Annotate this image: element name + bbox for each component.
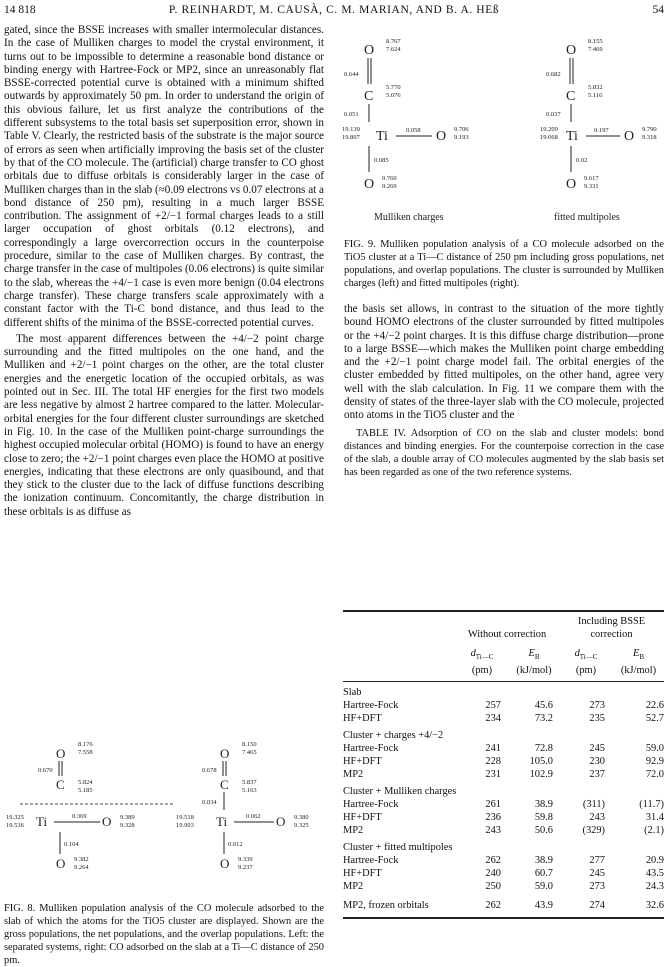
col-eb: $E_B$ — [632, 648, 645, 662]
table-group-title: Cluster + charges +4/−2 — [343, 730, 444, 742]
table-cell-d2: (311) — [582, 799, 605, 811]
overlap-value: 0.012 — [228, 841, 243, 848]
population-value: 9.325 — [294, 822, 309, 829]
overlap-value: 0.058 — [406, 127, 421, 134]
atom-ti: Ti — [216, 814, 228, 829]
table-cell-e1: 59.0 — [534, 881, 553, 893]
population-value: 9.318 — [642, 134, 657, 141]
atom-o: O — [364, 43, 375, 58]
table-cell-method: Hartree-Fock — [343, 855, 399, 867]
table-cell-d2: 277 — [589, 855, 605, 867]
population-value: 19.903 — [176, 822, 194, 829]
running-header — [0, 4, 668, 20]
population-value: 5.770 — [386, 84, 401, 91]
table-cell-d2: 245 — [589, 868, 605, 880]
overlap-value: 0.02 — [576, 157, 588, 164]
overlap-value: 0.682 — [546, 71, 561, 78]
population-value: 9.193 — [454, 134, 469, 141]
table-cell-method: Hartree-Fock — [343, 799, 399, 811]
table-row — [343, 742, 664, 755]
population-value: 7.469 — [588, 46, 603, 53]
table-row — [343, 768, 664, 781]
atom-c: C — [566, 89, 576, 104]
population-value: 9.331 — [584, 183, 599, 190]
population-value: 5.185 — [78, 787, 93, 794]
table-cell-e1: 60.7 — [534, 868, 553, 880]
population-value: 9.380 — [294, 814, 309, 821]
atom-o: O — [436, 129, 447, 144]
table-4-caption: TABLE IV. Adsorption of CO on the slab and cluster models: bond distances and binding energies. For the counterpoise correction in the case of the slab, a double array of CO molecules augmented by the slab basis set has been regarded as one of the two reference systems. — [344, 428, 664, 478]
table-cell-d2: 273 — [589, 881, 605, 893]
population-value: 8.155 — [588, 38, 603, 45]
table-header-row — [343, 612, 664, 641]
population-value: 5.116 — [588, 92, 603, 99]
atom-o: O — [220, 746, 230, 761]
overlap-value: 0.678 — [202, 767, 217, 774]
atom-o: O — [566, 43, 577, 58]
overlap-value: 0.062 — [246, 813, 261, 820]
table-cell-method: MP2 — [343, 825, 364, 837]
col-d-tic: $d_{Ti—C}$ — [470, 648, 494, 662]
atom-c: C — [56, 777, 65, 792]
figure-9 — [344, 22, 664, 232]
atom-o: O — [56, 856, 66, 871]
table-cell-e2: 43.5 — [645, 868, 664, 880]
population-value: 9.706 — [454, 126, 469, 133]
table-cell-method: HF+DFT — [343, 868, 382, 880]
table-cell-e1: 59.8 — [534, 812, 553, 824]
table-cell-d2: 274 — [589, 900, 605, 912]
table-cell-method: HF+DFT — [343, 713, 382, 725]
table-subheader-row — [343, 641, 664, 664]
population-value: 9.790 — [642, 126, 657, 133]
population-value: 9.237 — [238, 864, 253, 871]
population-value: 9.328 — [120, 822, 135, 829]
atom-o: O — [566, 177, 577, 192]
table-cell-e2: 72.0 — [645, 769, 664, 781]
table-cell-e1: 45.6 — [534, 700, 553, 712]
table-cell-e1: 38.9 — [534, 855, 553, 867]
header-including-bsse: Including BSSE correction — [577, 616, 646, 640]
table-4 — [343, 610, 664, 919]
table-cell-d1: 228 — [485, 756, 501, 768]
population-value: 9.760 — [382, 175, 397, 182]
table-cell-d2: 273 — [589, 700, 605, 712]
table-row — [343, 854, 664, 867]
table-cell-e2: 92.9 — [645, 756, 664, 768]
table-row — [343, 712, 664, 725]
table-group-title: Slab — [343, 687, 362, 699]
table-cell-e2: 52.7 — [645, 713, 664, 725]
table-cell-method: HF+DFT — [343, 756, 382, 768]
population-value: 5.832 — [588, 84, 603, 91]
table-cell-d1: 250 — [485, 881, 501, 893]
table-cell-e1: 105.0 — [529, 756, 553, 768]
overlap-value: 0.670 — [38, 767, 53, 774]
population-value: 9.264 — [74, 864, 89, 871]
table-cell-e2: (2.1) — [644, 825, 664, 837]
population-value: 19.325 — [6, 814, 24, 821]
table-cell-d1: 241 — [485, 743, 501, 755]
population-value: 19.536 — [6, 822, 24, 829]
body-paragraph: the basis set allows, in contrast to the situation of the more tightly bound HOMO electrons of the cluster surrounded by fitted multipoles or the +4/−2 point charges. It is this diffuse charge distribution—prone to a large BSSE—which makes the Mulliken point charge embedding and the +2/−1 point charge model fail. The orbital energies of the cluster embedded by fitted multipoles, on the other hand, agree very well with the slab calculation. In Fig. 11 we compare them with the density of states of the three-layer slab with the CO molecule, projected onto atoms in the TiO5 cluster and the — [344, 303, 664, 422]
table-cell-d1: 261 — [485, 799, 501, 811]
figure-8 — [4, 712, 324, 882]
population-value: 5.163 — [242, 787, 257, 794]
table-row — [343, 699, 664, 712]
population-value: 19.807 — [342, 134, 360, 141]
table-cell-e2: 22.6 — [645, 700, 664, 712]
population-value: 9.269 — [382, 183, 397, 190]
table-row — [343, 755, 664, 768]
volume-number: 54 — [652, 4, 664, 16]
table-group-title: Cluster + Mulliken charges — [343, 786, 457, 798]
population-value: 8.150 — [242, 741, 257, 748]
table-groups — [343, 682, 664, 912]
table-cell-method: MP2 — [343, 769, 364, 781]
atom-o: O — [276, 814, 286, 829]
atom-c: C — [364, 89, 374, 104]
table-cell-e1: 73.2 — [534, 713, 553, 725]
table-cell-e2: 31.4 — [645, 812, 664, 824]
table-cell-d1: 234 — [485, 713, 501, 725]
table-cell-method: Hartree-Fock — [343, 743, 399, 755]
table-cell-method: Hartree-Fock — [343, 700, 399, 712]
figure-9-diagram — [344, 22, 664, 232]
population-value: 9.389 — [120, 814, 135, 821]
panel-label: Mulliken charges — [374, 212, 444, 223]
population-value: 7.465 — [242, 749, 257, 756]
atom-ti: Ti — [36, 814, 48, 829]
figure-9-caption: FIG. 9. Mulliken population analysis of a CO molecule adsorbed on the TiO5 cluster at a Ti—C distance of 250 pm including gross populations, net populations, and overlap populations. The cluster is surrounded by Mulliken charges (left) and fitted multipoles (right). — [344, 239, 664, 289]
table-cell-d2: 237 — [589, 769, 605, 781]
unit-kjmol: (kJ/mol) — [620, 665, 657, 677]
atom-ti: Ti — [376, 129, 388, 144]
atom-o: O — [56, 746, 66, 761]
table-cell-method: HF+DFT — [343, 812, 382, 824]
population-value: 9.382 — [74, 856, 89, 863]
overlap-value: 0.104 — [64, 841, 79, 848]
figure-8-diagram — [4, 712, 324, 832]
table-cell-d2: 243 — [589, 812, 605, 824]
table-cell-e2: 32.6 — [645, 900, 664, 912]
table-bottom-rule — [343, 917, 664, 919]
population-value: 19.139 — [342, 126, 360, 133]
table-cell-e1: 102.9 — [529, 769, 553, 781]
population-value: 5.837 — [242, 779, 257, 786]
population-value: 8.176 — [78, 741, 93, 748]
table-cell-e2: 20.9 — [645, 855, 664, 867]
unit-kjmol: (kJ/mol) — [516, 665, 552, 677]
table-cell-e2: 24.3 — [645, 881, 664, 893]
table-group-title: Cluster + fitted multipoles — [343, 842, 453, 854]
table-cell-e1: 50.6 — [534, 825, 553, 837]
author-line: P. REINHARDT, M. CAUSÀ, C. M. MARIAN, AND B. A. HEß — [168, 4, 500, 16]
atom-o: O — [102, 814, 112, 829]
table-row — [343, 824, 664, 837]
atom-c: C — [220, 777, 229, 792]
table-row — [343, 880, 664, 893]
table-cell-method: MP2 — [343, 881, 364, 893]
atom-o: O — [624, 129, 635, 144]
population-value: 8.767 — [386, 38, 401, 45]
col-eb: $E_B$ — [528, 648, 540, 662]
page-number: 14 818 — [4, 4, 36, 16]
table-cell-e1: 43.9 — [534, 900, 553, 912]
overlap-value: 0.085 — [374, 157, 389, 164]
table-cell-e1: 72.8 — [534, 743, 553, 755]
unit-pm: (pm) — [575, 665, 597, 677]
table-cell-d2: (329) — [582, 825, 605, 837]
population-value: 7.558 — [78, 749, 93, 756]
table-cell-e2: (11.7) — [639, 799, 664, 811]
population-value: 9.617 — [584, 175, 599, 182]
figure-8-diagram-lower — [4, 832, 324, 882]
table-row — [343, 899, 664, 912]
table-cell-d1: 231 — [485, 769, 501, 781]
table-cell-d1: 262 — [485, 855, 501, 867]
table-cell-method: MP2, frozen orbitals — [343, 900, 429, 912]
left-column — [4, 24, 324, 519]
table-units-row — [343, 664, 664, 677]
atom-o: O — [364, 177, 375, 192]
table-cell-e2: 59.0 — [645, 743, 664, 755]
population-value: 5.824 — [78, 779, 93, 786]
population-value: 19.209 — [540, 126, 558, 133]
col-d-tic: $d_{Ti—C}$ — [574, 648, 598, 662]
population-value: 19.518 — [176, 814, 194, 821]
table-4-body — [343, 612, 664, 912]
population-value: 5.076 — [386, 92, 401, 99]
body-paragraph: gated, since the BSSE increases with smaller intermolecular distances. In the case of Mulliken charges to model the crystal environment, it turns out to be impossible to determine a reasonable bond distance or binding energy with Hartree-Fock or MP2, since an unreasonably flat BSSE-corrected potential curve is obtained with a minimum shifted outwards by approximately 50 pm. In order to understand the origin of this obvious failure, let us first analyze the contributions of the different subsystems to the total basis set superposition error, shown in Table V. Clearly, the restricted basis of the substrate is the major source of errors as seen when artificially improving the basis set of the cluster by that of the CO molecule. The (artificial) charge transfer to CO ghost orbitals due to diffuse orbitals is considerably larger in the case of Mulliken charges than in the slab (≈0.09 electrons vs 0.07 electrons at a bond distance of 250 pm), resulting in a much larger BSSE contribution. The assignment of +2/−1 formal charges leads to a still larger occupation of ghost orbitals (0.12 electrons), and correspondingly a large overcorrection occurs in the counterpoise procedure, similar to the case of Mulliken charges. By contrast, the charge transfer in the case of multipoles (0.06 electrons) is quite similar to the slab, whereas the +4/−1 case is even more benign (0.04 electrons charge transfer). These charge transfers scale approximately with a constant factor with the Ti-C bond distance, and thus lead to the different shifts of the minima of the BSSE-corrected potential curves. — [4, 24, 324, 329]
table-cell-d1: 240 — [485, 868, 501, 880]
overlap-value: 0.644 — [344, 71, 359, 78]
table-cell-d1: 257 — [485, 700, 501, 712]
body-paragraph: The most apparent differences between the +4/−2 point charge surrounding and the fitted multipoles on the one hand, and the Mulliken and +2/−1 point charges on the other, are the total cluster energies and the energetic location of the occupied orbitals, as was pointed out in Sec. III. The total HF energies for the first two models are less negative by almost 2 hartree compared to the latter. Molecular-orbital energies for the four different cluster surroundings are sketched in Fig. 10. In the case of the Mulliken point-charge surroundings the highest occupied molecular orbital (HOMO) is found to have an energy close to zero; the +2/−1 point charges even place the HOMO at positive energies, indicating that these electrons are only quasibound, and that they stick to the cluster due to the lack of diffuse functions describing the ionization continuum. Concomitantly, the charge distribution in these orbitals is as diffuse as — [4, 332, 324, 518]
unit-pm: (pm) — [471, 665, 493, 677]
overlap-value: 0.369 — [72, 813, 87, 820]
overlap-value: 0.051 — [344, 111, 359, 118]
table-cell-d2: 245 — [589, 743, 605, 755]
table-cell-d1: 243 — [485, 825, 501, 837]
table-cell-d1: 262 — [485, 900, 501, 912]
overlap-value: 0.034 — [202, 799, 217, 806]
table-cell-d2: 230 — [589, 756, 605, 768]
table-row — [343, 867, 664, 880]
overlap-value: 0.197 — [594, 127, 609, 134]
table-row — [343, 811, 664, 824]
table-cell-e1: 38.9 — [534, 799, 553, 811]
atom-ti: Ti — [566, 129, 578, 144]
header-without-correction: Without correction — [467, 629, 547, 640]
table-cell-d1: 236 — [485, 812, 501, 824]
figure-8-caption: FIG. 8. Mulliken population analysis of the CO molecule adsorbed to the slab of which the atoms for the TiO5 cluster are displayed. Shown are the gross populations, the net populations, and the overlap populations. Left: the separated systems, right: CO adsorbed on the slab at a Ti—C distance of 250 pm. — [4, 903, 324, 966]
overlap-value: 0.037 — [546, 111, 561, 118]
table-row — [343, 798, 664, 811]
population-value: 19.068 — [540, 134, 558, 141]
atom-o: O — [220, 856, 230, 871]
panel-label: fitted multipoles — [554, 212, 620, 223]
population-value: 7.624 — [386, 46, 401, 53]
table-cell-d2: 235 — [589, 713, 605, 725]
population-value: 9.339 — [238, 856, 253, 863]
right-column — [344, 303, 664, 423]
